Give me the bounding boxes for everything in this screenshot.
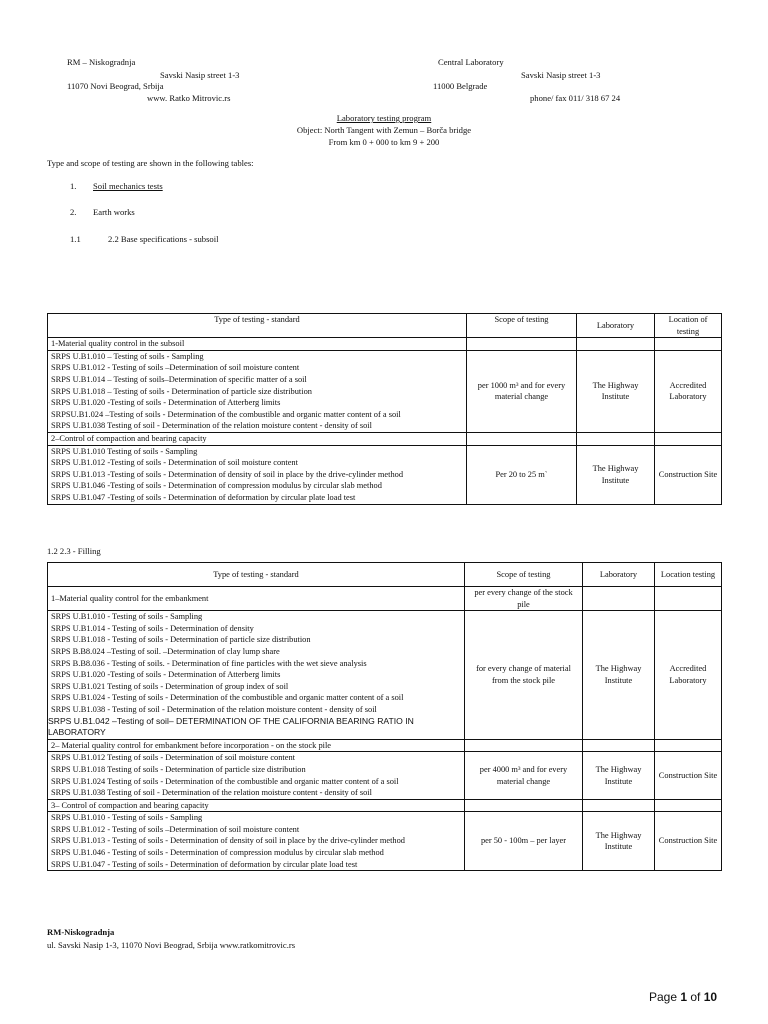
list-item: SRPS U.B1.018 - Testing of soils - Determination of particle size distribution <box>51 635 311 645</box>
list-item-1-number: 1. <box>70 181 77 191</box>
program-title: Laboratory testing program <box>336 113 432 123</box>
list-item: SRPS U.B1.047 - Testing of soils - Determination of deformation by circular plate load test <box>51 859 358 869</box>
program-range: From km 0 + 000 to km 9 + 200 <box>328 137 440 147</box>
t2-section-3-scope: per 50 - 100m – per layer <box>465 812 583 871</box>
page-of: of <box>687 990 704 1004</box>
list-item: SRPS U.B1.010 - Testing of soils - Sampling <box>51 612 203 622</box>
t1-section-1-standards <box>48 350 467 432</box>
t1-header-location: Location of testing <box>655 314 722 338</box>
header-company: RM – Niskogradnja <box>67 57 136 67</box>
header-left-city: 11070 Novi Beograd, Srbija <box>67 81 164 91</box>
list-item: SRPS U.B1.038 Testing of soil - Determination of the relation moisture content - density of soil <box>51 421 372 431</box>
list-item: SRPS U.B1.021 Testing of soils - Determination of group index of soil <box>51 681 289 691</box>
page-number <box>649 990 717 1005</box>
list-item: SRPS U.B1.010 Testing of soils - Sampling <box>51 446 198 456</box>
page-current: 1 <box>680 990 688 1004</box>
header-left-web: www. Ratko Mitrovic.rs <box>147 93 231 103</box>
t1-section-2-standards <box>48 445 467 504</box>
list-item: SRPS U.B1.038 Testing of soil - Determination of the relation moisture content - density of soil <box>51 788 372 798</box>
t2-section-3-lab: The Highway Institute <box>583 812 655 871</box>
list-item: SRPS U.B1.012 -Testing of soils - Determination of soil moisture content <box>51 458 298 468</box>
t2-section-2-lab: The Highway Institute <box>583 752 655 799</box>
t2-section-3-title: 3– Control of compaction and bearing capacity <box>48 799 465 812</box>
header-lab-name: Central Laboratory <box>438 57 504 67</box>
t2-header-location: Location testing <box>655 563 722 587</box>
t1-header-lab: Laboratory <box>577 314 655 338</box>
list-item: SRPS U.B1.013 -Testing of soils - Determination of density of soil in place by the drive-cylinder method <box>51 469 404 479</box>
list-item-3-number: 1.1 <box>70 234 81 244</box>
t1-section-1-lab: The Highway Institute <box>577 350 655 432</box>
page-total: 10 <box>703 990 718 1004</box>
t1-section-1-scope: per 1000 m³ and for every material change <box>467 350 577 432</box>
page-label: Page <box>649 990 681 1004</box>
subsoil-testing-table <box>47 313 722 505</box>
list-item: SRPS U.B1.012 - Testing of soils –Determination of soil moisture content <box>51 824 300 834</box>
t2-section-1-location: Accredited Laboratory <box>655 611 722 740</box>
list-item: SRPS U.B1.010 - Testing of soils - Sampling <box>51 813 203 823</box>
program-title-block <box>0 112 768 148</box>
list-item-2-number: 2. <box>70 207 77 217</box>
list-item: SRPS U.B1.012 Testing of soils - Determination of soil moisture content <box>51 753 295 763</box>
t2-section-1-standards <box>48 611 465 740</box>
list-item: SRPS U.B1.038 - Testing of soil - Determination of the relation moisture content - density of soil <box>51 704 377 714</box>
list-item: SRPS U.B1.012 - Testing of soils –Determination of soil moisture content <box>51 363 300 373</box>
t2-section-1-scope: for every change of material from the stock pile <box>465 611 583 740</box>
list-item: SRPS U.B1.013 - Testing of soils - Determination of density of soil in place by the drive-cylinder method <box>51 836 405 846</box>
t2-section-2-location: Construction Site <box>655 752 722 799</box>
t1-section-2-location: Construction Site <box>655 445 722 504</box>
list-item: SRPS U.B1.046 - Testing of soils - Determination of compression modulus by circular slab method <box>51 848 384 858</box>
list-item: SRPS U.B1.042 –Testing of soil– DETERMINATION OF THE CALIFORNIA BEARING RATIO IN LABORATORY <box>48 715 414 738</box>
t2-header-type: Type of testing - standard <box>48 563 465 587</box>
list-item: SRPS U.B1.024 Testing of soils - Determination of the combustible and organic matter content of a soil <box>51 776 399 786</box>
t2-section-3-location: Construction Site <box>655 812 722 871</box>
list-item: SRPS B.B8.036 - Testing of soils. - Determination of fine particles with the wet sieve analysis <box>51 658 367 668</box>
list-item-2-text: Earth works <box>93 207 135 217</box>
t1-header-scope: Scope of testing <box>467 314 577 338</box>
list-item: SRPS U.B1.020 -Testing of soils - Determination of Atterberg limits <box>51 398 281 408</box>
list-item: SRPS U.B1.014 - Testing of soils - Determination of density <box>51 623 254 633</box>
program-object: Object: North Tangent with Zemun – Borča bridge <box>296 125 472 135</box>
list-item: SRPS U.B1.010 – Testing of soils - Sampling <box>51 351 204 361</box>
list-item: SRPS U.B1.020 -Testing of soils - Determination of Atterberg limits <box>51 670 281 680</box>
t2-section-1-title: 1–Material quality control for the embankment <box>48 587 465 611</box>
header-right-city: 11000 Belgrade <box>433 81 488 91</box>
t2-section-3-standards <box>48 812 465 871</box>
t2-section-2-scope: per 4000 m³ and for every material change <box>465 752 583 799</box>
footer-company: RM-Niskogradnja <box>47 927 115 937</box>
header-right-phone: phone/ fax 011/ 318 67 24 <box>530 93 621 103</box>
t1-section-1-title: 1-Material quality control in the subsoil <box>48 338 467 351</box>
t1-header-type: Type of testing - standard <box>48 314 467 338</box>
list-item: SRPS U.B1.024 - Testing of soils - Determination of the combustible and organic matter content of a soil <box>51 693 404 703</box>
footer-address: ul. Savski Nasip 1-3, 11070 Novi Beograd, Srbija www.ratkomitrovic.rs <box>47 940 296 950</box>
t1-section-2-scope: Per 20 to 25 m` <box>467 445 577 504</box>
list-item: SRPS U.B1.047 -Testing of soils - Determination of deformation by circular plate load test <box>51 492 356 502</box>
list-item: SRPS U.B1.046 -Testing of soils - Determination of compression modulus by circular slab method <box>51 481 382 491</box>
t2-section-2-standards <box>48 752 465 799</box>
filling-heading: 1.2 2.3 - Filling <box>47 546 101 556</box>
header-left-street: Savski Nasip street 1-3 <box>160 70 240 80</box>
t1-section-1-location: Accredited Laboratory <box>655 350 722 432</box>
t2-header-lab: Laboratory <box>583 563 655 587</box>
header-right-street: Savski Nasip street 1-3 <box>521 70 601 80</box>
t2-section-1-lab: The Highway Institute <box>583 611 655 740</box>
intro-text: Type and scope of testing are shown in the following tables: <box>47 158 254 168</box>
list-item: SRPS U.B1.014 – Testing of soils–Determination of specific matter of a soil <box>51 374 307 384</box>
list-item: SRPS U.B1.018 – Testing of soils - Determination of particle size distribution <box>51 386 312 396</box>
filling-testing-table <box>47 562 722 871</box>
t1-section-2-title: 2–Control of compaction and bearing capacity <box>48 432 467 445</box>
list-item: SRPS B.B8.024 –Testing of soil. –Determination of clay lump share <box>51 646 280 656</box>
t2-section-1-scope-top: per every change of the stock pile <box>465 587 583 611</box>
list-item: SRPSU.B1.024 –Testing of soils - Determination of the combustible and organic matter content of a soil <box>51 409 401 419</box>
list-item-1-text: Soil mechanics tests <box>93 181 163 191</box>
t2-header-scope: Scope of testing <box>465 563 583 587</box>
list-item-3-text: 2.2 Base specifications - subsoil <box>108 234 219 244</box>
t1-section-2-lab: The Highway Institute <box>577 445 655 504</box>
t2-section-2-title: 2– Material quality control for embankment before incorporation - on the stock pile <box>48 739 465 752</box>
list-item: SRPS U.B1.018 Testing of soils - Determination of particle size distribution <box>51 764 306 774</box>
